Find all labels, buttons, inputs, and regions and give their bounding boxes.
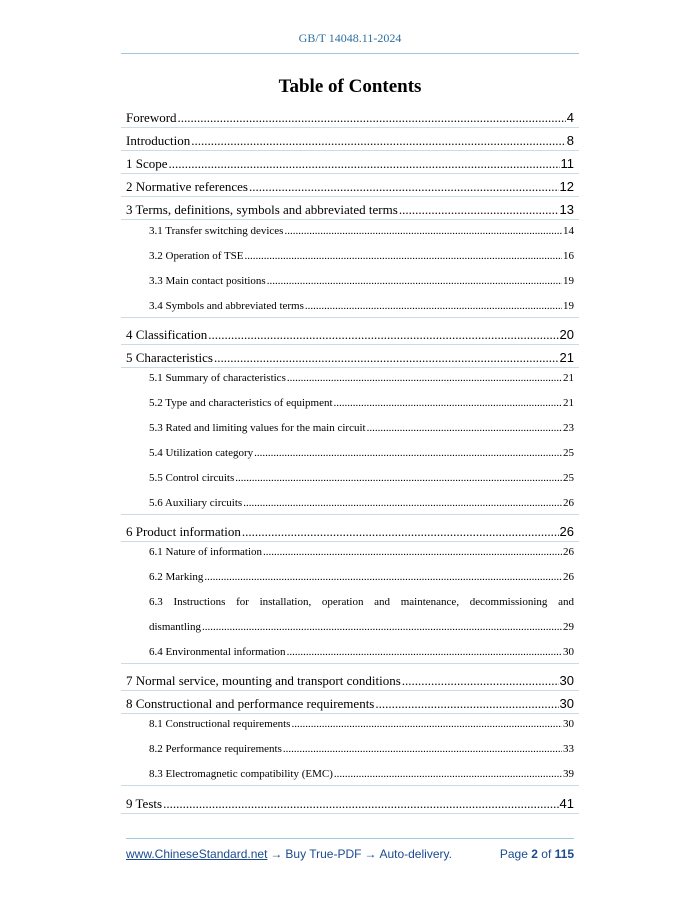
toc-entry-word: and <box>374 596 391 608</box>
page-label: Page <box>499 847 528 861</box>
arrow-right-icon: → <box>270 847 283 861</box>
toc-entry-page: 25 <box>563 447 574 459</box>
toc-leader-dots <box>235 472 562 484</box>
toc-leader-dots <box>214 350 559 366</box>
toc-entry[interactable] <box>149 372 574 384</box>
toc-entry-title: 9 Tests <box>126 796 163 811</box>
toc-entry-page: 30 <box>559 673 574 688</box>
toc-divider <box>121 344 579 345</box>
toc-entry-title: 8.3 Electromagnetic compatibility (EMC) <box>149 768 333 780</box>
toc-entry-word: maintenance, <box>400 596 460 608</box>
toc-entry[interactable] <box>149 472 574 484</box>
toc-entry-title: 6.1 Nature of information <box>149 546 263 558</box>
toc-entry-title: 5 Characteristics <box>126 350 213 365</box>
toc-leader-dots <box>204 571 562 583</box>
footer <box>126 847 574 861</box>
toc-leader-dots <box>305 300 562 312</box>
toc-entry-title: 3.2 Operation of TSE <box>149 250 244 262</box>
toc-entry[interactable] <box>126 524 574 540</box>
toc-entry[interactable] <box>149 300 574 312</box>
toc-divider <box>121 173 579 174</box>
toc-divider <box>121 785 579 786</box>
toc-entry-title: 1 Scope <box>126 156 168 171</box>
toc-entry-page: 8 <box>566 133 574 148</box>
toc-entry-title: 8.1 Constructional requirements <box>149 718 291 730</box>
toc-entry-title: 7 Normal service, mounting and transport conditions <box>126 673 401 688</box>
toc-leader-dots <box>178 110 566 126</box>
toc-entry-title: Foreword <box>126 110 177 125</box>
toc-divider <box>121 127 579 128</box>
toc-entry-title: 5.5 Control circuits <box>149 472 235 484</box>
toc-entry[interactable] <box>149 718 574 730</box>
toc-entry[interactable] <box>149 275 574 287</box>
toc-entry-page: 14 <box>563 225 574 237</box>
toc-entry-title: 3 Terms, definitions, symbols and abbreviated terms <box>126 202 398 217</box>
toc-leader-dots <box>291 718 562 730</box>
toc-entry-title: 2 Normative references <box>126 179 248 194</box>
toc-leader-dots <box>263 546 562 558</box>
toc-divider <box>121 813 579 814</box>
of-label: of <box>541 847 552 861</box>
toc-entry-word: 6.3 <box>149 596 163 608</box>
toc-divider <box>121 219 579 220</box>
toc-entry-word: installation, <box>259 596 312 608</box>
toc-divider <box>121 196 579 197</box>
toc-entry[interactable] <box>126 202 574 218</box>
toc-entry[interactable] <box>126 327 574 343</box>
toc-entry-page: 21 <box>563 397 574 409</box>
toc-entry-page: 39 <box>563 768 574 780</box>
toc-entry-page: 26 <box>559 524 574 539</box>
toc-entry-page: 33 <box>563 743 574 755</box>
page-indicator <box>500 847 574 861</box>
toc-entry[interactable] <box>149 768 574 780</box>
toc-divider <box>121 514 579 515</box>
toc-entry[interactable] <box>149 621 574 633</box>
toc-entry-title: Introduction <box>126 133 191 148</box>
toc-leader-dots <box>191 133 566 149</box>
toc-entry[interactable] <box>126 350 574 366</box>
toc-leader-dots <box>399 202 559 218</box>
toc-entry[interactable] <box>149 571 574 583</box>
toc-leader-dots <box>287 646 562 658</box>
toc-entry-title: 5.6 Auxiliary circuits <box>149 497 243 509</box>
toc-leader-dots <box>375 696 558 712</box>
toc-entry-word: and <box>558 596 574 608</box>
toc-leader-dots <box>334 768 562 780</box>
toc-entry-title: 8.2 Performance requirements <box>149 743 282 755</box>
toc-entry-title: 3.1 Transfer switching devices <box>149 225 284 237</box>
toc-entry-word: operation <box>321 596 364 608</box>
toc-divider <box>121 713 579 714</box>
toc-entry[interactable] <box>149 225 574 237</box>
toc-entry-page: 30 <box>563 646 574 658</box>
toc-entry-page: 26 <box>563 571 574 583</box>
toc-entry[interactable] <box>126 796 574 812</box>
toc-entry[interactable] <box>149 743 574 755</box>
toc-entry-title: 6.2 Marking <box>149 571 204 583</box>
toc-entry-title: 6 Product information <box>126 524 241 539</box>
toc-leader-dots <box>284 225 562 237</box>
toc-entry[interactable] <box>126 110 574 126</box>
toc-entry-page: 4 <box>566 110 574 125</box>
toc-entry-page: 13 <box>559 202 574 217</box>
toc-leader-dots <box>249 179 559 195</box>
toc-entry[interactable] <box>149 497 574 509</box>
toc-leader-dots <box>367 422 562 434</box>
delivery-text: Auto-delivery. <box>379 847 452 861</box>
toc-entry-title: 5.1 Summary of characteristics <box>149 372 286 384</box>
toc-entry-page: 20 <box>559 327 574 342</box>
toc-entry-page: 30 <box>563 718 574 730</box>
toc-divider <box>121 541 579 542</box>
toc-entry-word: Instructions <box>173 596 226 608</box>
toc-entry-word: decommissioning <box>469 596 548 608</box>
toc-entry[interactable] <box>149 447 574 459</box>
toc-entry-page: 41 <box>559 796 574 811</box>
toc-entry[interactable] <box>149 250 574 262</box>
toc-divider <box>121 317 579 318</box>
toc-leader-dots <box>245 250 562 262</box>
toc-entry-page: 25 <box>563 472 574 484</box>
toc-entry-title: 5.3 Rated and limiting values for the main circuit <box>149 422 366 434</box>
site-link[interactable]: www.ChineseStandard.net <box>126 847 268 861</box>
toc-entry[interactable] <box>126 673 574 689</box>
toc-leader-dots <box>202 621 562 633</box>
toc-entry[interactable] <box>149 397 574 409</box>
toc-entry-title: dismantling <box>149 621 201 633</box>
toc-leader-dots <box>242 524 559 540</box>
toc-entry-title: 8 Constructional and performance requirements <box>126 696 375 711</box>
toc-entry-title: 5.2 Type and characteristics of equipment <box>149 397 333 409</box>
toc-leader-dots <box>169 156 560 172</box>
toc-entry-page: 11 <box>560 156 574 171</box>
buy-text: Buy True-PDF <box>285 847 362 861</box>
toc-leader-dots <box>283 743 562 755</box>
toc-entry-page: 23 <box>563 422 574 434</box>
toc-entry-page: 12 <box>559 179 574 194</box>
toc-leader-dots <box>334 397 562 409</box>
toc-leader-dots <box>254 447 562 459</box>
toc-entry-title: 3.3 Main contact positions <box>149 275 266 287</box>
footer-divider <box>126 838 574 839</box>
toc-divider <box>121 367 579 368</box>
toc-leader-dots <box>243 497 562 509</box>
toc-entry-page: 19 <box>563 275 574 287</box>
toc-entry-page: 30 <box>559 696 574 711</box>
toc-entry-title: 4 Classification <box>126 327 208 342</box>
toc-entry-page: 19 <box>563 300 574 312</box>
toc-entry[interactable] <box>149 596 574 608</box>
toc-divider <box>121 150 579 151</box>
toc-entry-title: 5.4 Utilization category <box>149 447 254 459</box>
arrow-right-icon: → <box>364 847 377 861</box>
document-code: GB/T 14048.11-2024 <box>298 31 402 45</box>
toc-entry-title: 6.4 Environmental information <box>149 646 286 658</box>
toc-entry-page: 26 <box>563 546 574 558</box>
toc-leader-dots <box>267 275 562 287</box>
toc-entry[interactable] <box>149 646 574 658</box>
toc-divider <box>121 690 579 691</box>
toc-entry[interactable] <box>126 696 574 712</box>
toc-title: Table of Contents <box>278 76 422 97</box>
toc-entry-page: 21 <box>563 372 574 384</box>
toc-entry-page: 29 <box>563 621 574 633</box>
toc-entry-title: 3.4 Symbols and abbreviated terms <box>149 300 304 312</box>
toc-entry[interactable] <box>126 133 574 149</box>
toc-entry-page: 26 <box>563 497 574 509</box>
toc-leader-dots <box>402 673 559 689</box>
toc-entry[interactable] <box>149 422 574 434</box>
toc-entry[interactable] <box>149 546 574 558</box>
page-number: 2 <box>531 847 538 861</box>
toc-entry-page: 21 <box>559 350 574 365</box>
toc-leader-dots <box>287 372 562 384</box>
toc-leader-dots <box>208 327 558 343</box>
toc-divider <box>121 663 579 664</box>
page-total: 115 <box>554 847 574 861</box>
toc-leader-dots <box>163 796 558 812</box>
toc-entry-word: for <box>236 596 249 608</box>
toc-entry-page: 16 <box>563 250 574 262</box>
toc-entry[interactable] <box>126 179 574 195</box>
toc-entry[interactable] <box>126 156 574 172</box>
